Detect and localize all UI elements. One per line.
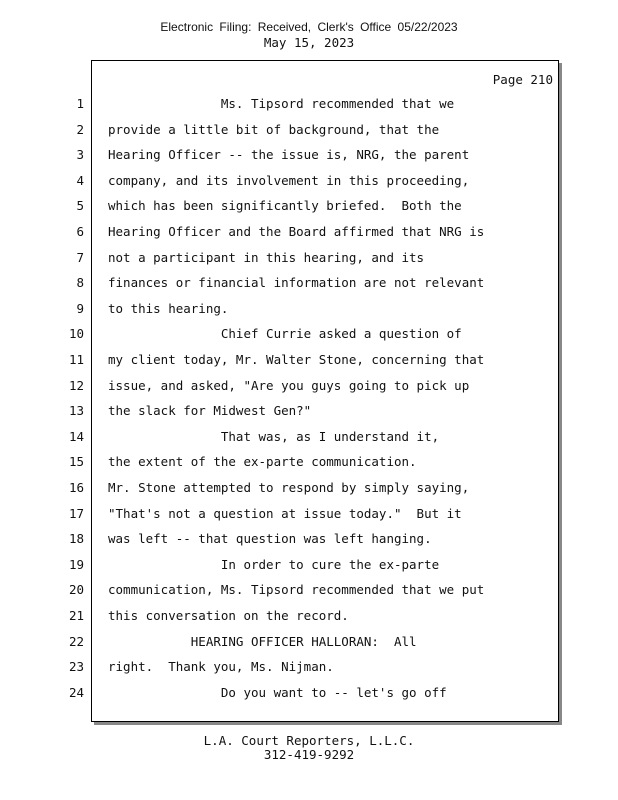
line-text: right. Thank you, Ms. Nijman.: [108, 659, 334, 675]
transcript-line: [0, 96, 618, 114]
line-number: 18: [68, 531, 84, 547]
line-text: Do you want to -- let's go off: [108, 684, 447, 700]
line-text: issue, and asked, "Are you guys going to pick up: [108, 377, 470, 393]
line-number: 11: [68, 352, 84, 367]
line-number: 1: [76, 96, 84, 111]
line-number: 13: [68, 403, 84, 419]
transcript-line: [0, 301, 618, 319]
transcript-line: [0, 224, 618, 242]
line-text: provide a little bit of background, that the: [108, 121, 440, 137]
line-number: 19: [68, 556, 84, 572]
line-text: this conversation on the record.: [108, 608, 349, 623]
transcript-date: May 15, 2023: [263, 35, 355, 50]
line-text: HEARING OFFICER HALLORAN: All: [108, 633, 417, 649]
line-number: 7: [76, 249, 84, 265]
transcript-line: [0, 582, 618, 600]
line-text: communication, Ms. Tipsord recommended that we put: [108, 582, 485, 598]
line-number: 14: [68, 428, 84, 444]
transcript-line: [0, 429, 618, 447]
line-number: 6: [76, 224, 84, 239]
transcript-line: [0, 634, 618, 652]
line-number: 4: [76, 172, 84, 188]
line-text: Hearing Officer -- the issue is, NRG, the parent: [108, 147, 470, 163]
transcript-line: [0, 198, 618, 216]
transcript-line: [0, 173, 618, 191]
line-number: 8: [76, 275, 84, 291]
filing-stamp: Electronic Filing: Received, Clerk's Office 05/22/2023: [160, 20, 458, 34]
line-number: 20: [68, 582, 84, 598]
line-number: 10: [68, 326, 84, 342]
transcript-line: [0, 250, 618, 268]
line-text: That was, as I understand it,: [108, 428, 440, 444]
transcript-line: [0, 352, 618, 370]
line-number: 12: [68, 377, 84, 393]
transcript-line: [0, 506, 618, 524]
line-text: finances or financial information are not relevant: [108, 275, 485, 291]
reporter-company: L.A. Court Reporters, L.L.C.: [203, 733, 415, 748]
transcript-line: [0, 326, 618, 344]
line-text: the slack for Midwest Gen?": [108, 403, 312, 419]
line-text: Mr. Stone attempted to respond by simply saying,: [108, 480, 470, 495]
transcript-line: [0, 557, 618, 575]
line-text: company, and its involvement in this proceeding,: [108, 172, 470, 188]
line-text: Ms. Tipsord recommended that we: [108, 96, 455, 111]
line-number: 21: [68, 608, 84, 623]
line-text: In order to cure the ex-parte: [108, 556, 440, 572]
line-text: to this hearing.: [108, 300, 229, 316]
line-number: 2: [76, 121, 84, 137]
line-text: which has been significantly briefed. Both the: [108, 198, 462, 214]
line-number: 23: [68, 659, 84, 675]
line-number: 22: [68, 633, 84, 649]
transcript-line: [0, 454, 618, 472]
line-text: Chief Currie asked a question of: [108, 326, 462, 342]
transcript-line: [0, 122, 618, 140]
transcript-line: [0, 608, 618, 626]
line-number: 3: [76, 147, 84, 163]
line-text: my client today, Mr. Walter Stone, concerning that: [108, 352, 485, 367]
reporter-phone: 312-419-9292: [263, 747, 355, 762]
line-number: 24: [68, 684, 84, 700]
line-number: 5: [76, 198, 84, 214]
line-text: Hearing Officer and the Board affirmed that NRG is: [108, 224, 485, 239]
transcript-line: [0, 378, 618, 396]
transcript-line: [0, 147, 618, 165]
transcript-line: [0, 685, 618, 703]
line-number: 15: [68, 454, 84, 470]
line-text: "That's not a question at issue today." But it: [108, 505, 462, 521]
page-number: Page 210: [492, 72, 553, 87]
transcript-line: [0, 659, 618, 677]
line-number: 16: [68, 480, 84, 495]
line-number: 9: [76, 300, 84, 316]
line-text: not a participant in this hearing, and its: [108, 249, 425, 265]
line-text: was left -- that question was left hanging.: [108, 531, 432, 547]
transcript-line: [0, 275, 618, 293]
line-text: the extent of the ex-parte communication.: [108, 454, 417, 470]
line-number: 17: [68, 505, 84, 521]
transcript-line: [0, 480, 618, 498]
transcript-line: [0, 531, 618, 549]
transcript-line: [0, 403, 618, 421]
